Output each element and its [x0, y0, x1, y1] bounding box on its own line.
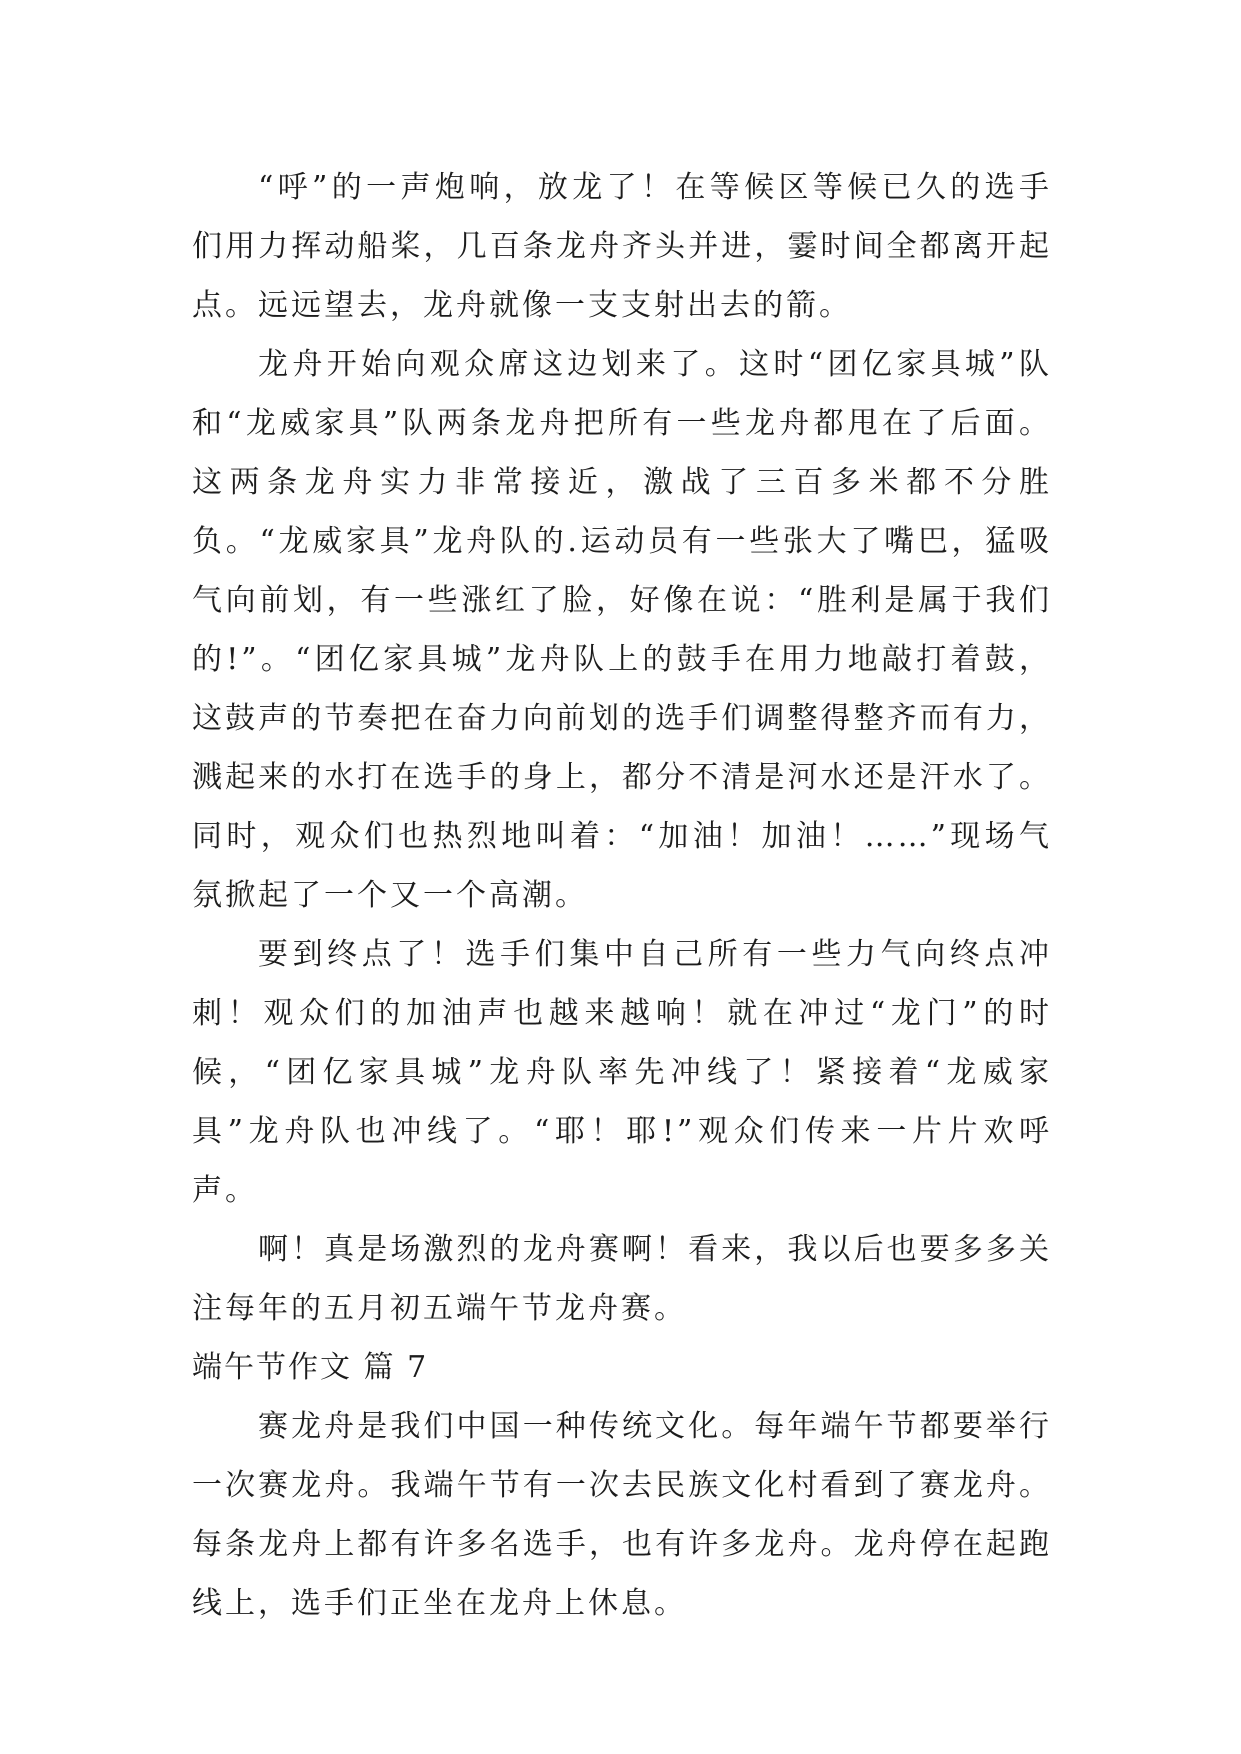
paragraph-race-finish: 要到终点了！选手们集中自己所有一些力气向终点冲刺！观众们的加油声也越来越响！就在冲过“龙门”的时候，“团亿家具城”龙舟队率先冲线了！紧接着“龙威家具”龙舟队也冲线了。“耶！耶!”观众们传来一片片欢呼声。: [192, 937, 1052, 1208]
section-heading: 端午节作文 篇 7: [192, 1350, 429, 1385]
paragraph-conclusion: 啊！真是场激烈的龙舟赛啊！看来，我以后也要多多关注每年的五月初五端午节龙舟赛。: [192, 1232, 1052, 1326]
paragraph-essay-7-intro: 赛龙舟是我们中国一种传统文化。每年端午节都要举行一次赛龙舟。我端午节有一次去民族文化村看到了赛龙舟。每条龙舟上都有许多名选手，也有许多龙舟。龙舟停在起跑线上，选手们正坐在龙舟上休息。: [192, 1409, 1052, 1621]
document-body: [192, 158, 1052, 1633]
paragraph-dragon-start: “呼”的一声炮响，放龙了！在等候区等候已久的选手们用力挥动船桨，几百条龙舟齐头并进，霎时间全都离开起点。远远望去，龙舟就像一支支射出去的箭。: [192, 170, 1052, 323]
paragraph-race-middle: 龙舟开始向观众席这边划来了。这时“团亿家具城”队和“龙威家具”队两条龙舟把所有一些龙舟都甩在了后面。这两条龙舟实力非常接近，激战了三百多米都不分胜负。“龙威家具”龙舟队的.运动员有一些张大了嘴巴，猛吸气向前划，有一些涨红了脸，好像在说：“胜利是属于我们的!”。“团亿家具城”龙舟队上的鼓手在用力地敲打着鼓，这鼓声的节奏把在奋力向前划的选手们调整得整齐而有力，溅起来的水打在选手的身上，都分不清是河水还是汗水了。同时，观众们也热烈地叫着：“加油！加油！……”现场气氛掀起了一个又一个高潮。: [192, 347, 1052, 913]
